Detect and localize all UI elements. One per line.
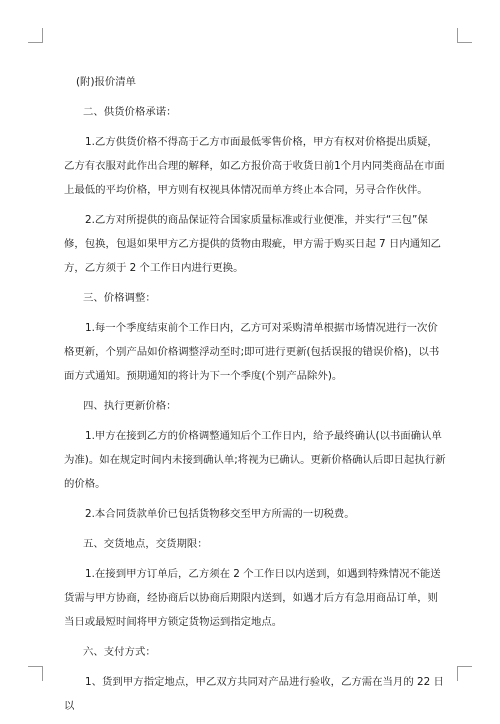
paragraph: 1、货到甲方指定地点，甲乙双方共同对产品进行验收，乙方需在当月的 22 日以	[64, 676, 444, 712]
paragraph: 2.本合同货款单价已包括货物移交至甲方所需的一切税费。	[85, 508, 355, 520]
page-corner-mark-top-right	[457, 28, 472, 43]
document-title: (附)报价清单	[76, 76, 137, 88]
section-heading-price-adjustment: 三、价格调整：	[83, 292, 156, 304]
paragraph: 1.甲方在接到乙方的价格调整通知后个工作日内，给予最终确认(以书面确认单为准)。如在规定时间内未接到确认单;将视为已确认。更新价格确认后即日起执行新的价格。	[64, 430, 446, 490]
page-corner-mark-bottom-right	[457, 666, 472, 681]
section-heading-execute-updated-price: 四、执行更新价格：	[83, 400, 177, 412]
section-heading-payment: 六、支付方式：	[83, 646, 156, 658]
paragraph: 1.每一个季度结束前个工作日内，乙方可对采购清单根据市场情况进行一次价格更新，个别产品如价格调整浮动至时;即可进行更新(包括误报的错误价格)，以书面方式通知。预期通知的将计为下一个季度(个别产品除外)。	[64, 322, 440, 382]
paragraph: 1.乙方供货价格不得高于乙方市面最低零售价格，甲方有权对价格提出质疑，乙方有衣服对此作出合理的解释，如乙方报价高于收货日前1个月内同类商品在市面上最低的平均价格，甲方则有权视具体情况而单方终止本合同，另寻合作伙伴。	[64, 136, 445, 196]
page-corner-mark-bottom-left	[28, 666, 43, 681]
paragraph: 1.在接到甲方订单后，乙方须在 2 个工作日以内送到，如遇到特殊情况不能送货需与甲方协商，经协商后以协商后期限内送到，如遇才后方有急用商品订单，则当日或最短时间将甲方锁定货物运到指定地点。	[64, 568, 441, 628]
paragraph: 2.乙方对所提供的商品保证符合国家质量标准或行业便准，并实行“三包”保修，包换，包退如果甲方乙方提供的货物由瑕疵，甲方需于购买日起 7 日内通知乙方，乙方须于 2 个工作日内进行更换。	[64, 214, 441, 274]
document-page	[64, 70, 446, 724]
section-heading-supply-price: 二、供货价格承诺：	[83, 106, 177, 118]
page-corner-mark-top-left	[28, 28, 43, 43]
section-heading-delivery: 五、交货地点，交货期限：	[83, 538, 208, 550]
